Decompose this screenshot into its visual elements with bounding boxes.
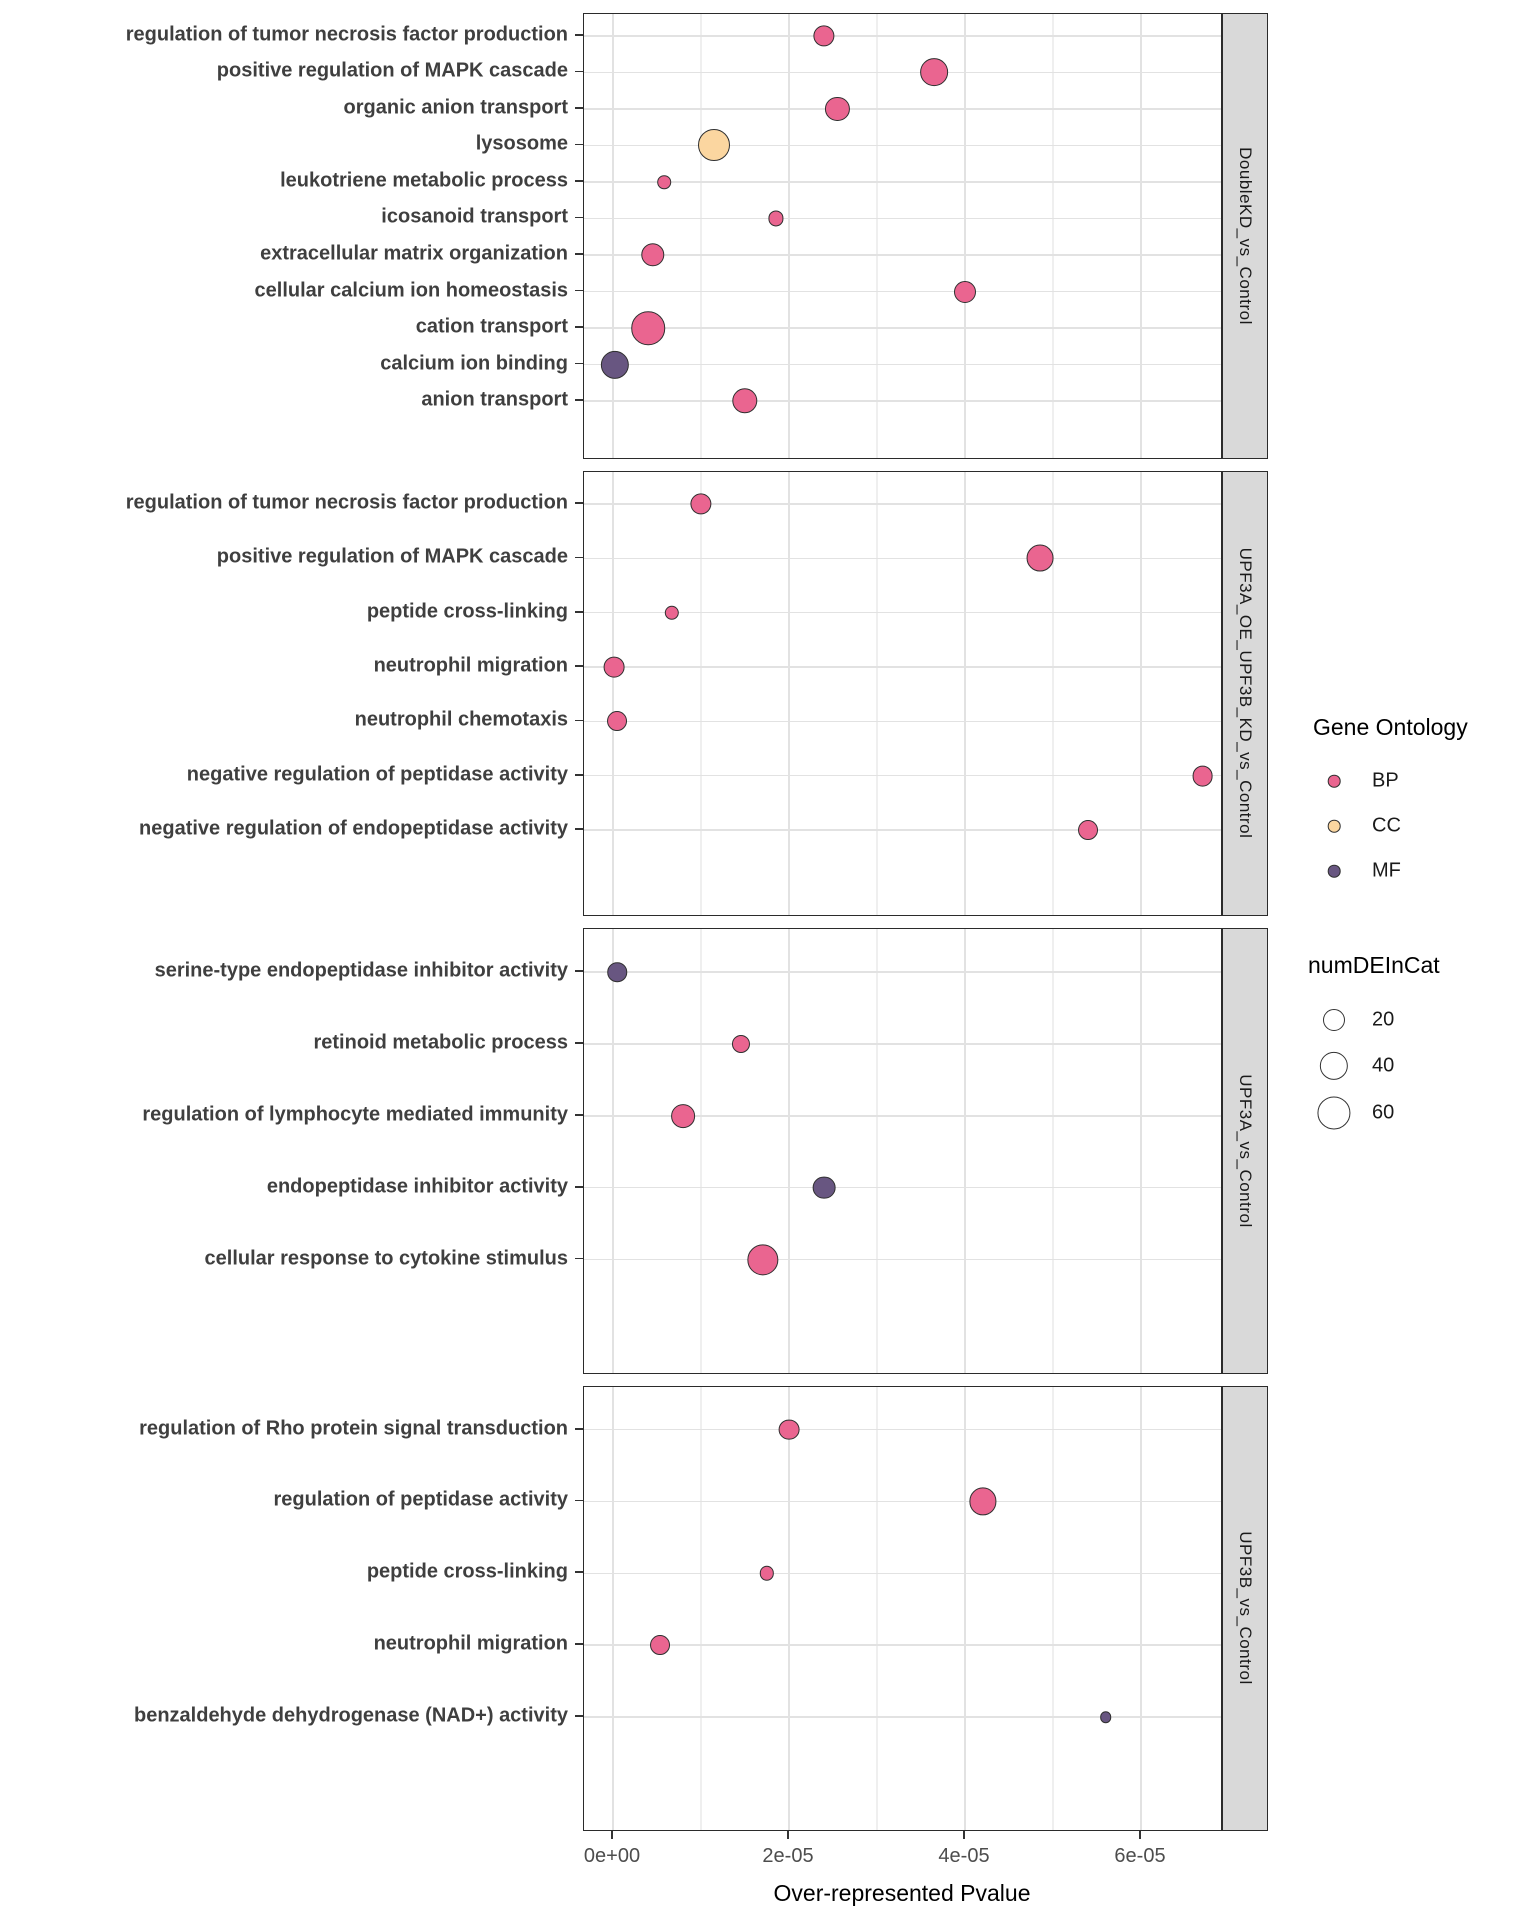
x-tick	[1139, 1831, 1141, 1839]
y-axis-label: negative regulation of peptidase activity	[186, 763, 568, 786]
y-tick	[575, 557, 583, 559]
data-point	[641, 243, 664, 266]
y-axis-label: icosanoid transport	[381, 205, 568, 228]
y-tick	[575, 34, 583, 36]
data-point	[814, 25, 835, 46]
x-gridline-major	[964, 929, 965, 1373]
data-point	[608, 962, 628, 982]
facet-panel	[583, 1386, 1222, 1832]
x-gridline-minor	[1052, 1387, 1053, 1831]
y-tick	[575, 774, 583, 776]
data-point	[813, 1176, 836, 1199]
data-point	[1078, 820, 1098, 840]
x-gridline-major	[1140, 14, 1141, 458]
facet-strip-label: UPF3A_OE_UPF3B_KD_vs_Control	[1236, 547, 1255, 839]
legend-ontology-key-mf	[1328, 865, 1341, 878]
legend-ontology-label-cc: CC	[1372, 814, 1401, 837]
row-gridline	[584, 1259, 1221, 1260]
data-point	[779, 1419, 800, 1440]
facet-panel	[583, 471, 1222, 917]
y-axis-label: endopeptidase inhibitor activity	[266, 1175, 568, 1198]
row-gridline	[584, 721, 1221, 722]
legend-ontology-key-cc	[1328, 820, 1341, 833]
row-gridline	[584, 108, 1221, 109]
y-axis-label: cation transport	[415, 315, 568, 338]
facet-strip-label: DoubleKD_vs_Control	[1236, 146, 1255, 325]
y-axis-label: extracellular matrix organization	[260, 242, 568, 265]
y-tick	[575, 217, 583, 219]
x-gridline-major	[1140, 1387, 1141, 1831]
x-gridline-major	[788, 1387, 789, 1831]
x-gridline-minor	[700, 472, 701, 916]
x-gridline-minor	[876, 1387, 877, 1831]
legend-size-key-20	[1323, 1009, 1345, 1031]
x-gridline-major	[964, 14, 965, 458]
x-axis-title: Over-represented Pvalue	[773, 1880, 1031, 1906]
y-axis-label: neutrophil migration	[373, 654, 568, 677]
y-tick	[575, 665, 583, 667]
data-point	[671, 1104, 695, 1128]
data-point	[657, 175, 671, 189]
data-point	[760, 1566, 774, 1580]
x-gridline-minor	[1052, 929, 1053, 1373]
x-gridline-major	[612, 1387, 613, 1831]
y-tick	[575, 180, 583, 182]
y-axis-label: cellular calcium ion homeostasis	[254, 279, 568, 302]
y-axis-label: positive regulation of MAPK cascade	[216, 59, 568, 82]
facet-strip	[1222, 471, 1268, 917]
x-gridline-minor	[876, 14, 877, 458]
y-axis-label: peptide cross-linking	[366, 1560, 568, 1583]
row-gridline	[584, 1644, 1221, 1645]
row-gridline	[584, 1573, 1221, 1574]
y-tick	[575, 1643, 583, 1645]
x-gridline-minor	[876, 472, 877, 916]
legend-size-label-60: 60	[1372, 1101, 1395, 1124]
y-tick	[575, 1114, 583, 1116]
color-legend-title: Gene Ontology	[1313, 714, 1468, 740]
y-tick	[575, 326, 583, 328]
row-gridline	[584, 612, 1221, 613]
row-gridline	[584, 1716, 1221, 1717]
y-tick	[575, 502, 583, 504]
y-axis-label: regulation of peptidase activity	[273, 1488, 568, 1511]
x-gridline-major	[788, 472, 789, 916]
data-point	[1192, 765, 1213, 786]
row-gridline	[584, 829, 1221, 830]
row-gridline	[584, 1429, 1221, 1430]
y-tick	[575, 1715, 583, 1717]
row-gridline	[584, 364, 1221, 365]
data-point	[732, 1035, 750, 1053]
x-tick	[611, 1831, 613, 1839]
x-gridline-major	[1140, 472, 1141, 916]
row-gridline	[584, 327, 1221, 328]
x-gridline-minor	[1052, 14, 1053, 458]
data-point	[601, 350, 629, 378]
y-tick	[575, 970, 583, 972]
y-tick	[575, 71, 583, 73]
data-point	[1026, 545, 1053, 572]
row-gridline	[584, 254, 1221, 255]
row-gridline	[584, 35, 1221, 36]
y-axis-label: peptide cross-linking	[366, 600, 568, 623]
row-gridline	[584, 400, 1221, 401]
data-point	[768, 211, 783, 226]
y-tick	[575, 1042, 583, 1044]
row-gridline	[584, 775, 1221, 776]
y-tick	[575, 399, 583, 401]
x-tick-label: 6e-05	[1114, 1845, 1166, 1867]
x-gridline-minor	[700, 929, 701, 1373]
row-gridline	[584, 1187, 1221, 1188]
row-gridline	[584, 145, 1221, 146]
data-point	[607, 711, 627, 731]
y-axis-label: regulation of tumor necrosis factor production	[125, 491, 568, 514]
y-axis-label: neutrophil chemotaxis	[354, 708, 568, 731]
y-tick	[575, 1428, 583, 1430]
data-point	[665, 606, 679, 620]
y-axis-label: leukotriene metabolic process	[280, 169, 568, 192]
facet-panel	[583, 928, 1222, 1374]
facet-strip	[1222, 928, 1268, 1374]
row-gridline	[584, 291, 1221, 292]
y-axis-label: regulation of lymphocyte mediated immunity	[142, 1103, 568, 1126]
y-axis-label: lysosome	[475, 132, 568, 155]
y-tick	[575, 1571, 583, 1573]
data-point	[690, 493, 711, 514]
data-point	[969, 1488, 996, 1515]
x-tick-label: 2e-05	[762, 1845, 814, 1867]
legend-size-key-60	[1317, 1096, 1350, 1129]
x-gridline-minor	[876, 929, 877, 1373]
legend-size-label-40: 40	[1372, 1054, 1395, 1077]
y-tick	[575, 1500, 583, 1502]
x-gridline-major	[612, 929, 613, 1373]
legend-size-label-20: 20	[1372, 1008, 1395, 1031]
x-gridline-major	[612, 14, 613, 458]
y-axis-label: serine-type endopeptidase inhibitor activity	[154, 959, 568, 982]
row-gridline	[584, 181, 1221, 182]
x-gridline-minor	[1052, 472, 1053, 916]
y-axis-label: organic anion transport	[343, 96, 568, 119]
y-tick	[575, 144, 583, 146]
y-axis-label: positive regulation of MAPK cascade	[216, 545, 568, 568]
x-gridline-major	[964, 472, 965, 916]
x-gridline-minor	[700, 1387, 701, 1831]
row-gridline	[584, 218, 1221, 219]
y-axis-label: benzaldehyde dehydrogenase (NAD+) activity	[133, 1704, 568, 1727]
y-axis-label: negative regulation of endopeptidase activity	[139, 817, 568, 840]
data-point	[732, 388, 757, 413]
y-tick	[575, 1258, 583, 1260]
facet-panel	[583, 13, 1222, 459]
row-gridline	[584, 503, 1221, 504]
y-tick	[575, 253, 583, 255]
x-gridline-major	[964, 1387, 965, 1831]
facet-strip	[1222, 1386, 1268, 1832]
row-gridline	[584, 1501, 1221, 1502]
data-point	[747, 1244, 778, 1275]
legend-ontology-label-mf: MF	[1372, 859, 1401, 882]
legend-ontology-key-bp	[1328, 775, 1341, 788]
data-point	[1100, 1711, 1112, 1723]
row-gridline	[584, 1043, 1221, 1044]
data-point	[920, 59, 948, 87]
x-gridline-major	[788, 929, 789, 1373]
data-point	[698, 129, 730, 161]
data-point	[631, 311, 665, 345]
y-tick	[575, 290, 583, 292]
facet-strip	[1222, 13, 1268, 459]
y-tick	[575, 1186, 583, 1188]
x-tick-label: 0e+00	[583, 1845, 641, 1867]
y-axis-label: retinoid metabolic process	[313, 1031, 568, 1054]
x-tick	[963, 1831, 965, 1839]
data-point	[954, 281, 976, 303]
row-gridline	[584, 666, 1221, 667]
y-axis-label: neutrophil migration	[373, 1632, 568, 1655]
data-point	[603, 657, 624, 678]
row-gridline	[584, 558, 1221, 559]
x-gridline-major	[788, 14, 789, 458]
y-axis-label: regulation of tumor necrosis factor production	[125, 23, 568, 46]
y-axis-label: cellular response to cytokine stimulus	[204, 1247, 568, 1270]
row-gridline	[584, 971, 1221, 972]
data-point	[650, 1635, 670, 1655]
row-gridline	[584, 72, 1221, 73]
y-axis-label: calcium ion binding	[380, 352, 568, 375]
y-tick	[575, 611, 583, 613]
y-tick	[575, 828, 583, 830]
data-point	[825, 97, 849, 121]
y-tick	[575, 363, 583, 365]
x-gridline-major	[1140, 929, 1141, 1373]
facet-strip-label: UPF3B_vs_Control	[1236, 1531, 1255, 1686]
legend-ontology-label-bp: BP	[1372, 769, 1399, 792]
x-tick-label: 4e-05	[938, 1845, 990, 1867]
legend-size-key-40	[1320, 1052, 1348, 1080]
x-gridline-major	[612, 472, 613, 916]
y-axis-label: anion transport	[421, 388, 568, 411]
y-tick	[575, 720, 583, 722]
size-legend-title: numDEInCat	[1308, 952, 1440, 978]
facet-strip-label: UPF3A_vs_Control	[1236, 1073, 1255, 1228]
x-gridline-minor	[700, 14, 701, 458]
x-tick	[787, 1831, 789, 1839]
y-axis-label: regulation of Rho protein signal transduction	[139, 1417, 568, 1440]
y-tick	[575, 107, 583, 109]
